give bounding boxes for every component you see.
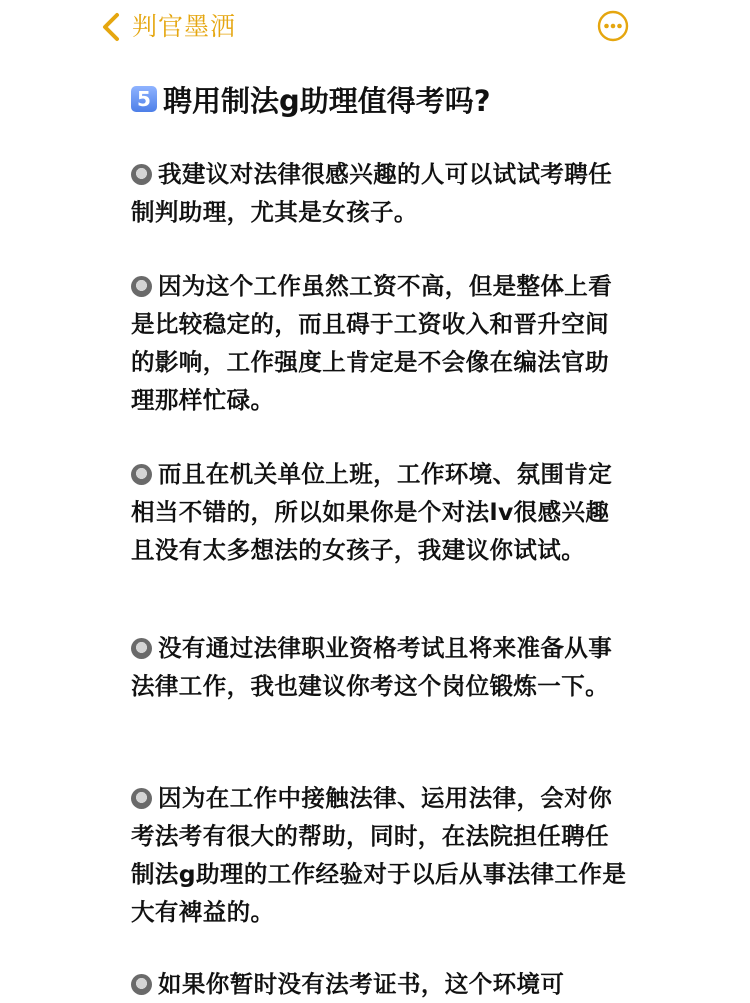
bullet-dot-icon (131, 276, 152, 297)
post-heading (131, 76, 631, 122)
bullet-dot-icon (131, 464, 152, 485)
paragraph-2 (131, 267, 631, 419)
paragraph-3 (131, 455, 631, 569)
paragraph-4-text: 没有通过法律职业资格考试且将来准备从事法律工作，我也建议你考这个岗位锻炼一下。 (131, 634, 613, 700)
post-content (131, 76, 631, 998)
number-five-badge-icon: 5 (131, 86, 157, 112)
back-button-label: 判官墨洒 (132, 12, 237, 41)
bullet-dot-icon (131, 638, 152, 659)
back-button[interactable] (100, 8, 236, 46)
bullet-dot-icon (131, 974, 152, 995)
paragraph-2-text: 因为这个工作虽然工资不高，但是整体上看是比较稳定的，而且碍于工资收入和晋升空间的影响，工作强度上肯定是不会像在编法官助理那样忙碌。 (131, 272, 613, 414)
paragraph-6-text: 如果你暂时没有法考证书，这个环境可 (158, 970, 565, 998)
paragraph-3-text: 而且在机关单位上班，工作环境、氛围肯定相当不错的，所以如果你是个对法lv很感兴趣且没有太多想法的女孩子，我建议你试试。 (131, 460, 613, 564)
paragraph-4 (131, 629, 631, 705)
top-nav-bar (0, 0, 750, 58)
paragraph-5-text: 因为在工作中接触法律、运用法律，会对你考法考有很大的帮助，同时，在法院担任聘任制法g助理的工作经验对于以后从事法律工作是大有裨益的。 (131, 784, 627, 926)
paragraph-6 (131, 965, 564, 1003)
paragraph-1-text: 我建议对法律很感兴趣的人可以试试考聘任制判助理，尤其是女孩子。 (131, 160, 613, 226)
more-dots-icon[interactable] (597, 10, 629, 42)
paragraph-1 (131, 155, 631, 231)
heading-title: 聘用制法g助理值得考吗? (163, 83, 491, 118)
chevron-left-icon (100, 12, 122, 42)
bullet-dot-icon (131, 164, 152, 185)
paragraph-5 (131, 779, 631, 931)
bullet-dot-icon (131, 788, 152, 809)
